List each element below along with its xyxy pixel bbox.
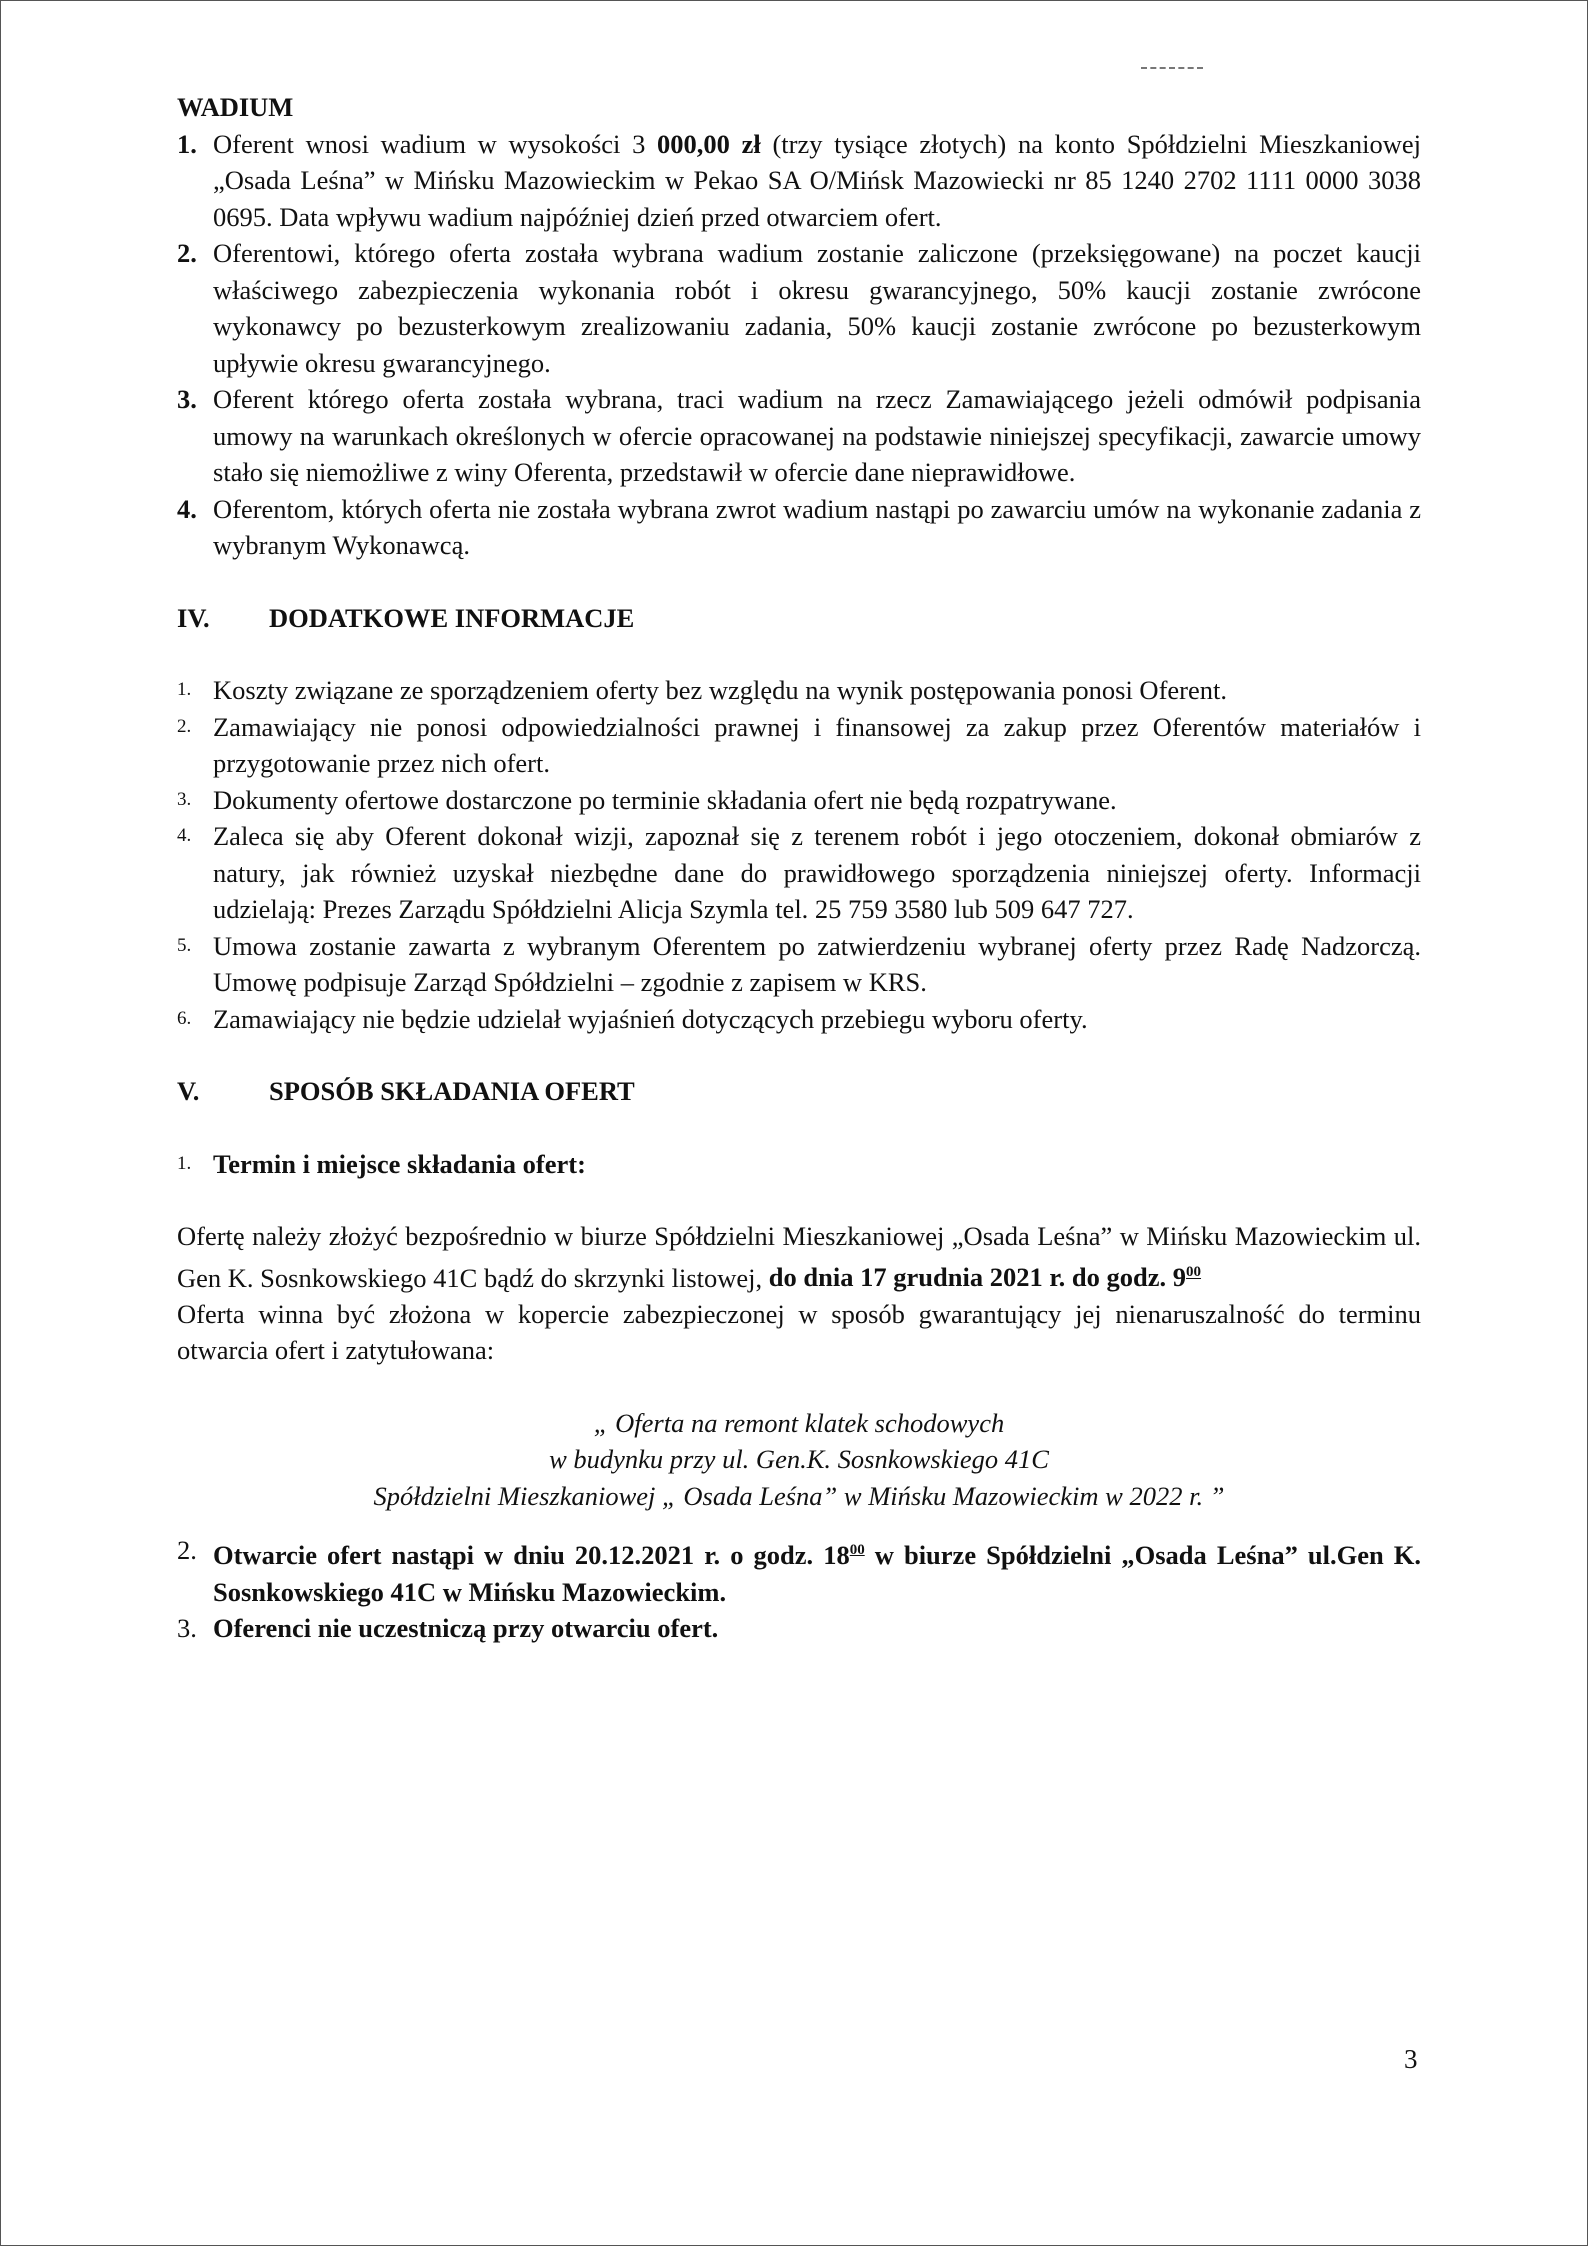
envelope-paragraph: Oferta winna być złożona w kopercie zabezpieczonej w sposób gwarantujący jej nienaruszalność do terminu otwarcia ofert i zatytułowana: bbox=[177, 1298, 1421, 1366]
submission-text: Ofertę należy złożyć bezpośrednio w biurze Spółdzielni Mieszkaniowej „Osada Leśna” w Mińsku Mazowieckim ul. Gen K. Sosnkowskiego 41C bądź do skrzynki listowej, bbox=[177, 1221, 1421, 1293]
wadium-item-4 bbox=[177, 491, 1421, 564]
wadium-item-text: Oferent którego oferta została wybrana, traci wadium na rzecz Zamawiającego jeżeli odmówił podpisania umowy na warunkach określonych w ofercie opracowanej na podstawie niniejszej specyfikacji, zawarcie umowy stało się niemożliwe z winy Oferenta, przedstawił w ofercie dane nieprawidłowe. bbox=[213, 384, 1421, 487]
info-item-text: Zaleca się aby Oferent dokonał wizji, zapoznał się z terenem robót i jego otoczeniem, dokonał obmiarów z natury, jak również uzyskał niezbędne dane do prawidłowego sporządzenia niniejszej oferty. Informacji udzielają: Prezes Zarządu Spółdzielni Alicja Szymla tel. 25 759 3580 lub 509 647 727. bbox=[213, 821, 1421, 924]
wadium-amount: 000,00 zł bbox=[657, 128, 761, 159]
wadium-item-3 bbox=[177, 381, 1421, 491]
deadline-text: do dnia 17 grudnia 2021 r. do godz. 9 bbox=[768, 1262, 1187, 1293]
info-item-3 bbox=[177, 782, 1421, 819]
submission-subheading bbox=[177, 1146, 1421, 1183]
wadium-heading: WADIUM bbox=[177, 92, 294, 122]
info-item-number: 6. bbox=[177, 1007, 192, 1029]
info-item-5 bbox=[177, 928, 1421, 1001]
info-item-number: 4. bbox=[177, 825, 192, 846]
wadium-item-1 bbox=[177, 126, 1421, 236]
wadium-item-text-cont: (trzy tysiące złotych) na konto Spółdzielni Mieszkaniowej „Osada Leśna” w Mińsku Mazowieckim w Pekao SA O/Mińsk Mazowiecki nr 85 1240 2702 1111 0000 3038 0695. Data wpływu wadium najpóźniej dzień przed otwarciem ofert. bbox=[213, 128, 1422, 232]
quote-line: „ Oferta na remont klatek schodowych bbox=[593, 1407, 1005, 1438]
wadium-item-text: Oferentowi, którego oferta została wybrana wadium zostanie zaliczone (przeksięgowane) na poczet kaucji właściwego zabezpieczenia wykonania robót i okresu gwarancyjnego, 50% kaucji zostanie zwrócone wykonawcy po bezusterkowym zrealizowaniu zadania, 50% kaucji zostanie zwrócone po bezusterkowym upływie okresu gwarancyjnego. bbox=[213, 238, 1421, 378]
info-item-number: 2. bbox=[177, 715, 192, 737]
info-item-text: Zamawiający nie będzie udzielał wyjaśnień dotyczących przebiegu wyboru oferty. bbox=[213, 1003, 1088, 1034]
wadium-item-text: Oferentom, których oferta nie została wybrana zwrot wadium nastąpi po zawarciu umów na wykonanie zadania z wybranym Wykonawcą. bbox=[213, 493, 1421, 560]
document-content bbox=[177, 89, 1421, 1647]
wadium-item-number: 2. bbox=[177, 238, 197, 268]
section-iv-list bbox=[177, 672, 1421, 1037]
info-item-number: 3. bbox=[177, 788, 192, 810]
wadium-item-2 bbox=[177, 235, 1421, 381]
quote-line: w budynku przy ul. Gen.K. Sosnkowskiego 41C bbox=[549, 1444, 1049, 1475]
info-item-2 bbox=[177, 709, 1421, 782]
page-number: 3 bbox=[1404, 2044, 1418, 2074]
subheading-title: Termin i miejsce składania ofert: bbox=[213, 1148, 586, 1179]
section-iv-title: DODATKOWE INFORMACJE bbox=[269, 602, 635, 633]
info-item-number: 1. bbox=[177, 679, 192, 700]
info-item-text: Zamawiający nie ponosi odpowiedzialności prawnej i finansowej za zakup przez Oferentów materiałów i przygotowanie przez nich ofert. bbox=[213, 711, 1421, 778]
subheading-number: 1. bbox=[177, 1152, 192, 1174]
info-item-4 bbox=[177, 818, 1421, 928]
wadium-item-text: Oferent wnosi wadium w wysokości 3 bbox=[213, 128, 658, 159]
submission-deadline bbox=[769, 1262, 1201, 1292]
opening-item-3 bbox=[177, 1610, 1421, 1647]
opening-list bbox=[177, 1532, 1421, 1646]
opening-date-text: Otwarcie ofert nastąpi w dniu 20.12.2021 r. o godz. 18 bbox=[213, 1540, 850, 1571]
info-item-6 bbox=[177, 1001, 1421, 1038]
section-iv-heading bbox=[177, 600, 1421, 637]
opening-item-text: Oferenci nie uczestniczą przy otwarciu ofert. bbox=[213, 1613, 719, 1644]
wadium-list bbox=[177, 126, 1421, 564]
scan-artifact bbox=[1141, 67, 1203, 69]
opening-minutes: 00 bbox=[849, 1542, 865, 1559]
opening-item-2 bbox=[177, 1532, 1421, 1610]
section-v-title: SPOSÓB SKŁADANIA OFERT bbox=[269, 1076, 635, 1106]
wadium-item-number: 4. bbox=[177, 493, 197, 524]
deadline-minutes: 00 bbox=[1186, 1264, 1202, 1281]
info-item-text: Umowa zostanie zawarta z wybranym Oferentem po zatwierdzeniu wybranej oferty przez Radę Nadzorczą. Umowę podpisuje Zarząd Spółdzielni – zgodnie z zapisem w KRS. bbox=[213, 930, 1421, 997]
section-v-heading bbox=[177, 1073, 1421, 1110]
submission-paragraph bbox=[177, 1218, 1421, 1296]
opening-place-text: w biurze Spółdzielni „Osada Leśna” ul.Gen K. Sosnkowskiego 41C w Mińsku Mazowieckim. bbox=[213, 1540, 1422, 1607]
quote-line: Spółdzielni Mieszkaniowej „ Osada Leśna” w Mińsku Mazowieckim w 2022 r. ” bbox=[373, 1480, 1225, 1511]
section-iv-roman: IV. bbox=[177, 602, 210, 633]
wadium-item-number: 3. bbox=[177, 384, 197, 414]
info-item-text: Koszty związane ze sporządzeniem oferty bez względu na wynik postępowania ponosi Oferent. bbox=[213, 675, 1227, 705]
info-item-text: Dokumenty ofertowe dostarczone po terminie składania ofert nie będą rozpatrywane. bbox=[213, 784, 1117, 815]
section-v-roman: V. bbox=[177, 1076, 200, 1106]
opening-item-text bbox=[213, 1540, 1421, 1607]
info-item-number: 5. bbox=[177, 934, 192, 956]
info-item-1 bbox=[177, 672, 1421, 709]
envelope-title-quote bbox=[177, 1405, 1421, 1515]
wadium-item-number: 1. bbox=[177, 128, 197, 159]
opening-item-number: 3. bbox=[177, 1613, 197, 1644]
opening-item-number: 2. bbox=[177, 1535, 197, 1566]
